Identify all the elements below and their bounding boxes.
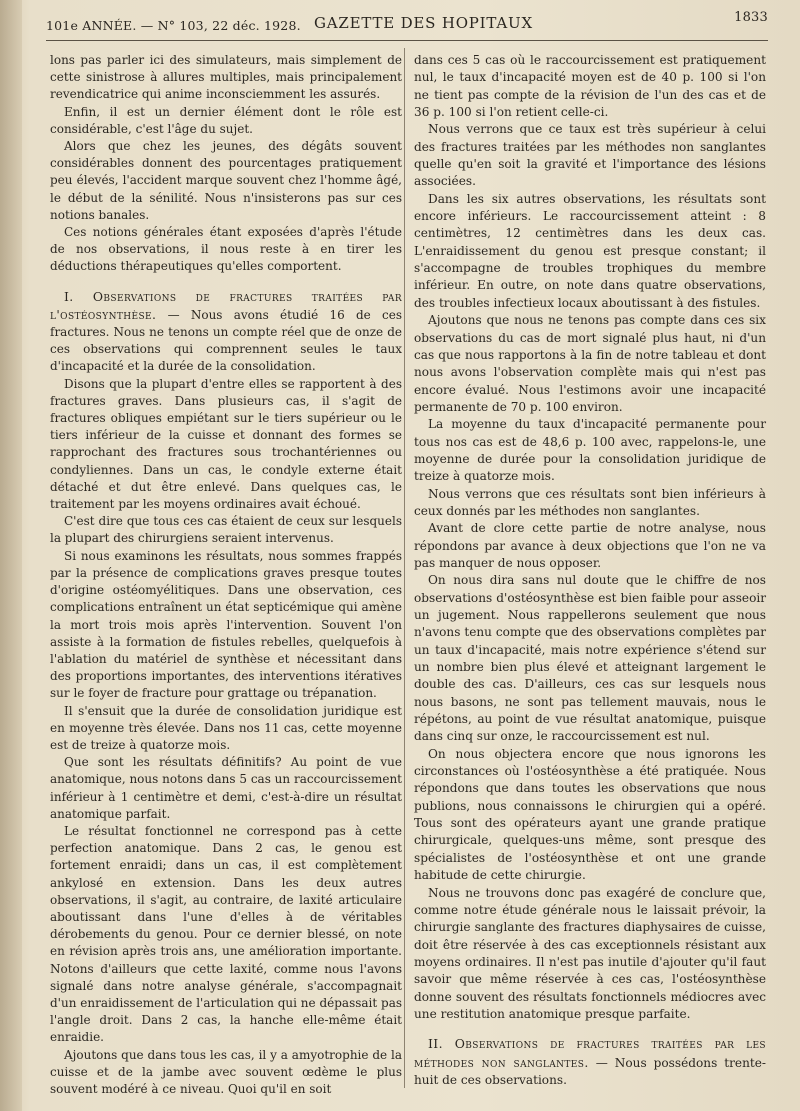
- paragraph: Ajoutons que dans tous les cas, il y a amyotrophie de la cuisse et de la jambe avec souvent œdème le plus souvent modéré à ce niveau. Quoi qu'il en soit: [50, 1047, 402, 1096]
- section-text: — Nous avons étudié 16 de ces fractures. Nous ne tenons un compte réel que de onze de ces observations qui comprennent seules le taux d'incapacité et la durée de la consolidation.: [50, 307, 402, 374]
- section-heading-paragraph: [414, 1035, 766, 1089]
- journal-title: GAZETTE DES HOPITAUX: [314, 14, 533, 32]
- paragraph: lons pas parler ici des simulateurs, mais simplement de cette sinistrose à allures multiples, mais principalement revendicatrice qui anime inconsciemment les assurés.: [50, 53, 402, 102]
- paragraph: Nous verrons que ces résultats sont bien inférieurs à ceux donnés par les méthodes non sanglantes.: [414, 486, 766, 518]
- paragraph: dans ces 5 cas où le raccourcissement est pratiquement nul, le taux d'incapacité moyen est de 40 p. 100 si l'on ne tient pas compte de la révision de l'un des cas et de 36 p. 100 si l'on retient celle-ci.: [414, 53, 766, 120]
- section-title: II. Observations de fractures traitées par les méthodes non sanglantes.: [414, 1036, 766, 1070]
- section-heading-paragraph: [50, 288, 402, 376]
- paragraph: Le résultat fonctionnel ne correspond pas à cette perfection anatomique. Dans 2 cas, le genou est fortement enraidi; dans un cas, il est complètement ankylosé en extension. Dans les deux autres observations, il s'agit, au contraire, de laxité articulaire aboutissant dans l'une d'elles à de véritables dérobements du genou. Pour ce dernier blessé, on note en révision après trois ans, une amélioration importante. Notons d'ailleurs que cette laxité, comme nous l'avons signalé dans notre analyse générale, s'accompagnait d'un enraidissement de l'articulation qui ne dépassait pas l'angle droit. Dans 2 cas, la hanche elle-même était enraidie.: [50, 823, 403, 1045]
- paragraph: Nous verrons que ce taux est très supérieur à celui des fractures traitées par les méthodes non sanglantes quelle qu'en soit la gravité et l'importance des lésions associées.: [414, 122, 766, 189]
- paragraph: Ajoutons que nous ne tenons pas compte dans ces six observations du cas de mort signalé plus haut, ni d'un cas que nous rapportons à la fin de notre tableau et dont nous avons l'observation complète mais qui n'est pas encore évalué. Nous l'estimons avoir une incapacité permanente de 70 p. 100 environ.: [414, 313, 766, 414]
- paragraph: Disons que la plupart d'entre elles se rapportent à des fractures graves. Dans plusieurs cas, il s'agit de fractures obliques empiétant sur le tiers supérieur ou le tiers inférieur de la cuisse et donnant des formes se rapprochant des fractures sous trochantériennes ou condyliennes. Dans un cas, le condyle externe était détaché et dut être enlevé. Dans quelques cas, le traitement par les moyens ordinaires avait échoué.: [50, 376, 402, 512]
- running-header: [46, 10, 768, 36]
- paragraph: On nous dira sans nul doute que le chiffre de nos observations d'ostéosynthèse est bien faible pour asseoir un jugement. Nous rappellerons seulement que nous n'avons tenu compte que des observations complètes par un taux d'incapacité, mais notre expérience s'étend sur un nombre bien plus élevé et atteignant largement le double des cas. D'ailleurs, ces cas sur lesquels nous nous basons, ne sont pas tellement mauvais, nous le répétons, au point de vue résultat anatomique, puisque dans cinq sur onze, le raccourcissement est nul.: [414, 573, 766, 744]
- paragraph: Alors que chez les jeunes, des dégâts souvent considérables donnent des pourcentages pratiquement peu élevés, l'accident marque souvent chez l'homme âgé, le début de la sénilité. Nous n'insisterons pas sur ces notions banales.: [50, 139, 402, 222]
- right-column: [414, 52, 766, 1089]
- header-rule: [46, 40, 768, 41]
- paragraph: Il s'ensuit que la durée de consolidation juridique est en moyenne très élevée. Dans nos 11 cas, cette moyenne est de treize à quatorze mois.: [50, 703, 402, 752]
- paragraph: On nous objectera encore que nous ignorons les circonstances où l'ostéosynthèse a été pratiquée. Nous répondons que dans toutes les observations que nous publions, nous connaissons le chirurgien qui a opéré. Tous sont des opérateurs ayant une grande pratique chirurgicale, quelques-uns même, sont presque des spécialistes de l'ostéosynthèse et ont une grande habitude de cette chirurgie.: [414, 746, 766, 883]
- paragraph: C'est dire que tous ces cas étaient de ceux sur lesquels la plupart des chirurgiens seraient intervenus.: [50, 514, 402, 546]
- paragraph: Avant de clore cette partie de notre analyse, nous répondons par avance à deux objections que l'on ne va pas manquer de nous opposer.: [414, 521, 766, 570]
- paragraph: Ces notions générales étant exposées d'après l'étude de nos observations, il nous reste à en tirer les déductions thérapeutiques qu'elles comportent.: [50, 225, 402, 274]
- left-column: [50, 52, 402, 1098]
- column-divider: [404, 48, 405, 1088]
- page-spine: [0, 0, 22, 1111]
- section-text: — Nous possédons trente-huit de ces observations.: [414, 1055, 766, 1087]
- page-number: 1833: [734, 10, 768, 25]
- paragraph: Dans les six autres observations, les résultats sont encore inférieurs. Le raccourcissement atteint : 8 centimètres, 12 centimètres dans les deux cas. L'enraidissement du genou est presque constant; il s'accompagne de troubles trophiques du membre inférieur. En outre, on note dans quatre observations, des troubles infectieux locaux aboutissant à des fistules.: [414, 191, 766, 310]
- paragraph: Enfin, il est un dernier élément dont le rôle est considérable, c'est l'âge du sujet.: [50, 104, 402, 136]
- paragraph: Que sont les résultats définitifs? Au point de vue anatomique, nous notons dans 5 cas un raccourcissement inférieur à 1 centimètre et demi, c'est-à-dire un résultat anatomique parfait.: [50, 755, 402, 821]
- paragraph: Nous ne trouvons donc pas exagéré de conclure que, comme notre étude générale nous le laissait prévoir, la chirurgie sanglante des fractures diaphysaires de cuisse, doit être réservée à des cas exceptionnels résistant aux moyens ordinaires. Il n'est pas inutile d'ajouter qu'il faut savoir que même réservée à ces cas, l'ostéosynthèse donne souvent des résultats fonctionnels médiocres avec une restitution anatomique presque parfaite.: [414, 885, 766, 1021]
- issue-info: 101e ANNÉE. — N° 103, 22 déc. 1928.: [46, 18, 301, 33]
- section-title: I. Observations de fractures traitées par l'ostéosynthèse.: [50, 288, 402, 322]
- paragraph: Si nous examinons les résultats, nous sommes frappés par la présence de complications graves presque toutes d'origine ostéomyélitiques. Dans une observation, ces complications entraînent un état septicémique qui amène la mort trois mois après l'intervention. Souvent l'on assiste à la formation de fistules rebelles, quelquefois à l'ablation du matériel de synthèse et nécessitant dans des proportions importantes, des interventions itératives sur le foyer de fracture pour grattage ou trépanation.: [50, 548, 402, 701]
- paragraph: La moyenne du taux d'incapacité permanente pour tous nos cas est de 48,6 p. 100 avec, rappelons-le, une moyenne de durée pour la consolidation juridique de treize à quatorze mois.: [414, 417, 766, 484]
